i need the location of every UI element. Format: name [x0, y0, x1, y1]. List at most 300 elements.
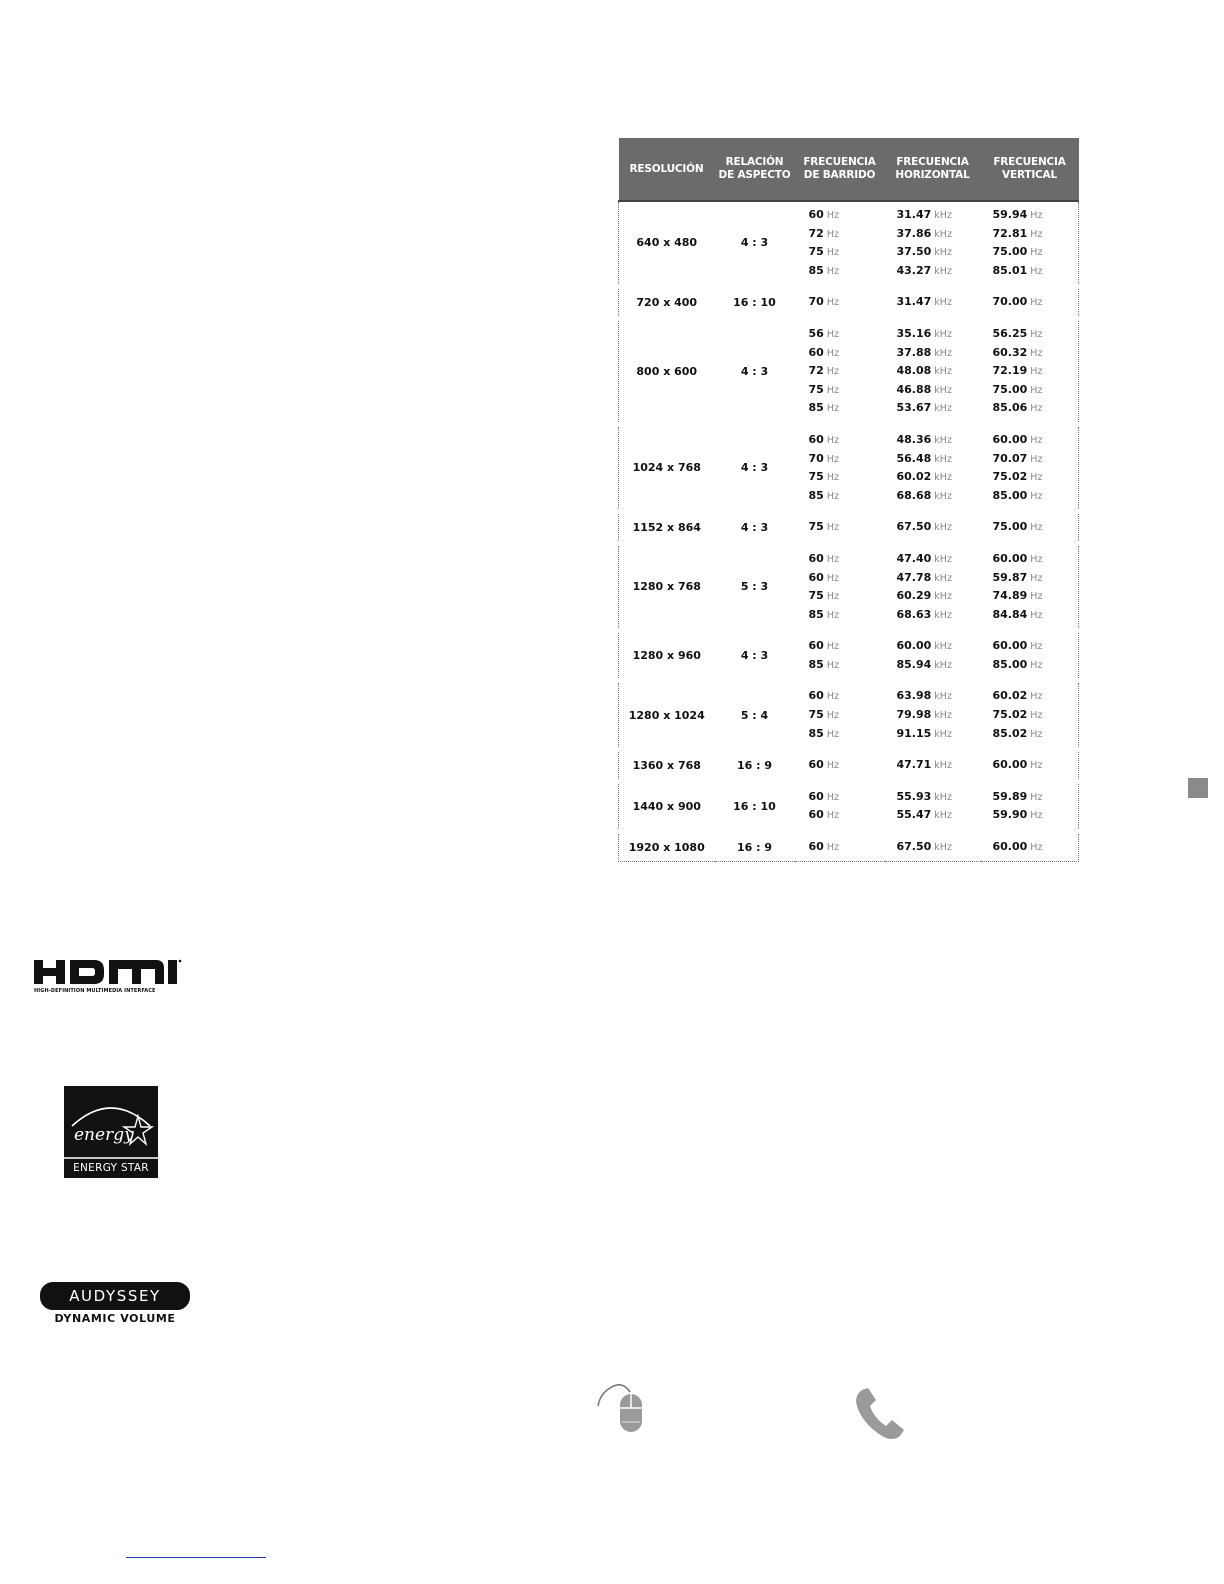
horizontal-frequency-value [897, 381, 979, 400]
scan-frequency-value [809, 806, 883, 825]
scan-frequency-number: 56 [808, 326, 824, 340]
scan-frequency-value [809, 756, 883, 775]
table-header-row [619, 138, 1079, 201]
scan-frequency-number: 60 [808, 808, 824, 822]
horizontal-frequency-value [897, 587, 979, 606]
scan-frequency-number: 85 [808, 488, 824, 502]
scan-frequency-cell [795, 832, 885, 862]
vertical-frequency-number: 85.02 [992, 726, 1028, 740]
resolution-cell: 640 x 480 [619, 201, 715, 287]
energy-star-label: ENERGY STAR [73, 1162, 149, 1174]
horizontal-frequency-value [897, 838, 979, 857]
scan-frequency-unit: Hz [826, 210, 839, 221]
scan-frequency-number: 75 [808, 382, 824, 396]
horizontal-frequency-cell [885, 781, 981, 831]
horizontal-frequency-unit: kHz [934, 328, 952, 340]
scan-frequency-number: 60 [808, 570, 824, 584]
scan-frequency-number: 85 [808, 263, 824, 277]
horizontal-frequency-number: 85.94 [896, 657, 932, 671]
resolution-cell: 1024 x 768 [619, 424, 715, 511]
scan-frequency-unit: Hz [826, 609, 839, 621]
scan-frequency-unit: Hz [826, 572, 839, 584]
horizontal-frequency-number: 68.63 [896, 607, 932, 621]
table-row [619, 318, 1079, 424]
horizontal-frequency-number: 37.88 [896, 345, 932, 359]
scan-frequency-value [809, 706, 883, 725]
resolution-cell: 1440 x 900 [619, 781, 715, 831]
scan-frequency-value [809, 243, 883, 262]
vertical-frequency-value [993, 293, 1077, 312]
scan-frequency-value [809, 550, 883, 569]
vertical-frequency-value [993, 550, 1077, 569]
vertical-frequency-number: 85.00 [992, 488, 1028, 502]
vertical-frequency-number: 59.87 [992, 570, 1028, 584]
scan-frequency-number: 60 [808, 789, 824, 803]
scan-frequency-number: 60 [808, 208, 824, 221]
aspect-ratio-cell: 16 : 10 [715, 287, 795, 319]
vertical-frequency-unit: Hz [1030, 710, 1043, 722]
horizontal-frequency-unit: kHz [934, 641, 952, 653]
vertical-frequency-value [993, 788, 1077, 807]
vertical-frequency-unit: Hz [1030, 328, 1043, 340]
vertical-frequency-number: 59.94 [992, 208, 1028, 221]
vertical-frequency-number: 70.00 [992, 295, 1028, 309]
table-row [619, 512, 1079, 544]
scan-frequency-value [809, 606, 883, 625]
scan-frequency-cell [795, 512, 885, 544]
aspect-ratio-cell: 5 : 3 [715, 543, 795, 630]
scan-frequency-cell [795, 681, 885, 750]
horizontal-frequency-number: 60.29 [896, 589, 932, 603]
scan-frequency-number: 60 [808, 840, 824, 854]
horizontal-frequency-number: 63.98 [896, 689, 932, 703]
vertical-frequency-number: 59.89 [992, 789, 1028, 803]
horizontal-frequency-unit: kHz [934, 791, 952, 803]
horizontal-frequency-number: 47.78 [896, 570, 932, 584]
scan-frequency-value [809, 381, 883, 400]
horizontal-frequency-value [897, 550, 979, 569]
scan-frequency-number: 85 [808, 726, 824, 740]
vertical-frequency-cell [981, 201, 1079, 287]
horizontal-frequency-number: 35.16 [896, 326, 932, 340]
energy-star-logo [64, 1086, 158, 1178]
hdmi-wordmark-icon [34, 956, 182, 988]
horizontal-frequency-value [897, 656, 979, 675]
scan-frequency-unit: Hz [826, 842, 839, 854]
horizontal-frequency-number: 31.47 [896, 208, 932, 221]
scan-frequency-value [809, 325, 883, 344]
header-resolution: RESOLUCIÓN [619, 138, 715, 201]
scan-frequency-value [809, 431, 883, 450]
scan-frequency-unit: Hz [826, 728, 839, 740]
horizontal-frequency-unit: kHz [934, 810, 952, 822]
vertical-frequency-unit: Hz [1030, 791, 1043, 803]
scan-frequency-unit: Hz [826, 297, 839, 309]
vertical-frequency-number: 60.32 [992, 345, 1028, 359]
vertical-frequency-value [993, 706, 1077, 725]
scan-frequency-number: 60 [808, 551, 824, 565]
scan-frequency-number: 60 [808, 345, 824, 359]
scan-frequency-value [809, 637, 883, 656]
scan-frequency-unit: Hz [826, 641, 839, 653]
aspect-ratio-cell: 4 : 3 [715, 201, 795, 287]
scan-frequency-unit: Hz [826, 522, 839, 534]
table-row [619, 543, 1079, 630]
scan-frequency-value [809, 656, 883, 675]
aspect-ratio-cell: 16 : 9 [715, 750, 795, 782]
horizontal-frequency-number: 43.27 [896, 263, 932, 277]
vertical-frequency-number: 56.25 [992, 326, 1028, 340]
table-row [619, 201, 1079, 287]
aspect-ratio-cell: 4 : 3 [715, 424, 795, 511]
horizontal-frequency-unit: kHz [934, 553, 952, 565]
vertical-frequency-unit: Hz [1030, 247, 1043, 259]
vertical-frequency-unit: Hz [1030, 810, 1043, 822]
vertical-frequency-unit: Hz [1030, 842, 1043, 854]
vertical-frequency-number: 75.02 [992, 470, 1028, 484]
horizontal-frequency-number: 67.50 [896, 520, 932, 534]
vertical-frequency-unit: Hz [1030, 228, 1043, 240]
scan-frequency-number: 60 [808, 639, 824, 653]
vertical-frequency-unit: Hz [1030, 384, 1043, 396]
hdmi-tagline: HIGH-DEFINITION MULTIMEDIA INTERFACE [34, 988, 156, 994]
scan-frequency-value [809, 788, 883, 807]
scan-frequency-value [809, 293, 883, 312]
vertical-frequency-number: 60.00 [992, 551, 1028, 565]
scan-frequency-cell [795, 543, 885, 630]
horizontal-frequency-unit: kHz [934, 228, 952, 240]
vertical-frequency-unit: Hz [1030, 641, 1043, 653]
horizontal-frequency-unit: kHz [934, 522, 952, 534]
vertical-frequency-value [993, 399, 1077, 418]
horizontal-frequency-cell [885, 318, 981, 424]
vertical-frequency-unit: Hz [1030, 472, 1043, 484]
scan-frequency-unit: Hz [826, 472, 839, 484]
energy-script: energy [74, 1125, 134, 1145]
horizontal-frequency-number: 53.67 [896, 401, 932, 415]
horizontal-frequency-number: 79.98 [896, 708, 932, 722]
scan-frequency-value [809, 450, 883, 469]
hdmi-logo [34, 956, 182, 996]
horizontal-frequency-number: 60.02 [896, 470, 932, 484]
resolution-cell: 1280 x 960 [619, 631, 715, 681]
vertical-frequency-value [993, 725, 1077, 744]
audyssey-logo [40, 1282, 190, 1328]
scan-frequency-value [809, 344, 883, 363]
scan-frequency-unit: Hz [826, 553, 839, 565]
phone-icon [852, 1386, 908, 1442]
scan-frequency-unit: Hz [826, 247, 839, 259]
vertical-frequency-value [993, 606, 1077, 625]
vertical-frequency-cell [981, 424, 1079, 511]
scan-frequency-unit: Hz [826, 453, 839, 465]
aspect-ratio-cell: 5 : 4 [715, 681, 795, 750]
horizontal-frequency-unit: kHz [934, 760, 952, 772]
scan-frequency-number: 85 [808, 401, 824, 415]
vertical-frequency-value [993, 756, 1077, 775]
vertical-frequency-unit: Hz [1030, 366, 1043, 378]
horizontal-frequency-unit: kHz [934, 403, 952, 415]
horizontal-frequency-unit: kHz [934, 453, 952, 465]
horizontal-frequency-value [897, 725, 979, 744]
scan-frequency-value [809, 399, 883, 418]
vertical-frequency-unit: Hz [1030, 760, 1043, 772]
vertical-frequency-value [993, 262, 1077, 281]
aspect-ratio-cell: 16 : 10 [715, 781, 795, 831]
vertical-frequency-number: 60.00 [992, 639, 1028, 653]
scan-frequency-number: 72 [808, 226, 824, 240]
scan-frequency-unit: Hz [826, 490, 839, 502]
resolution-cell: 1280 x 1024 [619, 681, 715, 750]
horizontal-frequency-number: 46.88 [896, 382, 932, 396]
vertical-frequency-value [993, 225, 1077, 244]
horizontal-frequency-value [897, 637, 979, 656]
scan-frequency-cell [795, 781, 885, 831]
vertical-frequency-unit: Hz [1030, 453, 1043, 465]
scan-frequency-number: 75 [808, 520, 824, 534]
scan-frequency-value [809, 587, 883, 606]
scan-frequency-unit: Hz [826, 228, 839, 240]
aspect-ratio-cell: 4 : 3 [715, 318, 795, 424]
scan-frequency-unit: Hz [826, 659, 839, 671]
mouse-icon [592, 1382, 652, 1438]
vertical-frequency-number: 60.00 [992, 758, 1028, 772]
vertical-frequency-number: 72.81 [992, 226, 1028, 240]
horizontal-frequency-cell [885, 832, 981, 862]
table-row [619, 631, 1079, 681]
horizontal-frequency-unit: kHz [934, 691, 952, 703]
horizontal-frequency-number: 37.86 [896, 226, 932, 240]
scan-frequency-unit: Hz [826, 791, 839, 803]
scan-frequency-unit: Hz [826, 366, 839, 378]
horizontal-frequency-unit: kHz [934, 366, 952, 378]
table-row [619, 287, 1079, 319]
horizontal-frequency-cell [885, 512, 981, 544]
scan-frequency-number: 75 [808, 470, 824, 484]
scan-frequency-number: 85 [808, 657, 824, 671]
horizontal-frequency-value [897, 344, 979, 363]
scan-frequency-cell [795, 424, 885, 511]
vertical-frequency-unit: Hz [1030, 490, 1043, 502]
horizontal-frequency-cell [885, 287, 981, 319]
vertical-frequency-number: 85.06 [992, 401, 1028, 415]
scan-frequency-value [809, 569, 883, 588]
horizontal-frequency-number: 37.50 [896, 245, 932, 259]
horizontal-frequency-unit: kHz [934, 297, 952, 309]
vertical-frequency-cell [981, 512, 1079, 544]
horizontal-frequency-unit: kHz [934, 591, 952, 603]
scan-frequency-unit: Hz [826, 434, 839, 446]
horizontal-frequency-value [897, 450, 979, 469]
table-row [619, 832, 1079, 862]
scan-frequency-number: 60 [808, 689, 824, 703]
scan-frequency-number: 75 [808, 708, 824, 722]
scan-frequency-value [809, 362, 883, 381]
audyssey-name: AUDYSSEY [40, 1282, 190, 1310]
vertical-frequency-number: 75.00 [992, 245, 1028, 259]
horizontal-frequency-unit: kHz [934, 434, 952, 446]
scan-frequency-number: 72 [808, 364, 824, 378]
scan-frequency-value [809, 262, 883, 281]
vertical-frequency-value [993, 518, 1077, 537]
vertical-frequency-number: 60.02 [992, 689, 1028, 703]
vertical-frequency-cell [981, 631, 1079, 681]
horizontal-frequency-value [897, 487, 979, 506]
horizontal-frequency-unit: kHz [934, 247, 952, 259]
vertical-frequency-number: 60.00 [992, 432, 1028, 446]
header-scan-frequency: FRECUENCIA DE BARRIDO [795, 138, 885, 201]
horizontal-frequency-value [897, 243, 979, 262]
scan-frequency-unit: Hz [826, 691, 839, 703]
scan-frequency-unit: Hz [826, 403, 839, 415]
scan-frequency-number: 60 [808, 432, 824, 446]
vertical-frequency-number: 70.07 [992, 451, 1028, 465]
horizontal-frequency-unit: kHz [934, 210, 952, 221]
vertical-frequency-value [993, 431, 1077, 450]
aspect-ratio-cell: 4 : 3 [715, 631, 795, 681]
vertical-frequency-number: 74.89 [992, 589, 1028, 603]
header-horizontal-frequency: FRECUENCIA HORIZONTAL [885, 138, 981, 201]
vertical-frequency-unit: Hz [1030, 434, 1043, 446]
horizontal-frequency-cell [885, 201, 981, 287]
vertical-frequency-number: 75.00 [992, 520, 1028, 534]
horizontal-frequency-cell [885, 750, 981, 782]
horizontal-frequency-value [897, 518, 979, 537]
horizontal-frequency-value [897, 756, 979, 775]
horizontal-frequency-unit: kHz [934, 659, 952, 671]
horizontal-frequency-value [897, 606, 979, 625]
horizontal-frequency-value [897, 399, 979, 418]
vertical-frequency-unit: Hz [1030, 572, 1043, 584]
vertical-frequency-unit: Hz [1030, 403, 1043, 415]
resolution-cell: 1920 x 1080 [619, 832, 715, 862]
vertical-frequency-number: 75.00 [992, 382, 1028, 396]
vertical-frequency-value [993, 206, 1077, 225]
scan-frequency-unit: Hz [826, 591, 839, 603]
vertical-frequency-unit: Hz [1030, 553, 1043, 565]
scan-frequency-cell [795, 287, 885, 319]
vertical-frequency-value [993, 569, 1077, 588]
aspect-ratio-cell: 16 : 9 [715, 832, 795, 862]
horizontal-frequency-number: 31.47 [896, 295, 932, 309]
horizontal-frequency-value [897, 706, 979, 725]
horizontal-frequency-unit: kHz [934, 842, 952, 854]
horizontal-frequency-value [897, 206, 979, 225]
scan-frequency-number: 60 [808, 758, 824, 772]
scan-frequency-number: 75 [808, 589, 824, 603]
vertical-frequency-value [993, 344, 1077, 363]
scan-frequency-value [809, 838, 883, 857]
vertical-frequency-value [993, 838, 1077, 857]
vertical-frequency-cell [981, 543, 1079, 630]
scan-frequency-unit: Hz [826, 347, 839, 359]
resolution-cell: 1280 x 768 [619, 543, 715, 630]
horizontal-frequency-unit: kHz [934, 710, 952, 722]
scan-frequency-value [809, 725, 883, 744]
resolution-cell: 1152 x 864 [619, 512, 715, 544]
vertical-frequency-unit: Hz [1030, 609, 1043, 621]
horizontal-frequency-value [897, 569, 979, 588]
scan-frequency-unit: Hz [826, 710, 839, 722]
scan-frequency-cell [795, 631, 885, 681]
vertical-frequency-cell [981, 318, 1079, 424]
horizontal-frequency-value [897, 262, 979, 281]
audyssey-subtitle: DYNAMIC VOLUME [54, 1312, 176, 1325]
scan-frequency-unit: Hz [826, 384, 839, 396]
footer-link-underline [126, 1557, 266, 1558]
horizontal-frequency-value [897, 431, 979, 450]
scan-frequency-cell [795, 201, 885, 287]
vertical-frequency-unit: Hz [1030, 659, 1043, 671]
horizontal-frequency-number: 48.08 [896, 364, 932, 378]
vertical-frequency-number: 85.00 [992, 657, 1028, 671]
vertical-frequency-value [993, 450, 1077, 469]
horizontal-frequency-number: 60.00 [896, 639, 932, 653]
horizontal-frequency-value [897, 225, 979, 244]
vertical-frequency-value [993, 468, 1077, 487]
vertical-frequency-value [993, 587, 1077, 606]
table-row [619, 781, 1079, 831]
table-row [619, 750, 1079, 782]
vertical-frequency-value [993, 637, 1077, 656]
horizontal-frequency-cell [885, 424, 981, 511]
table-row [619, 424, 1079, 511]
vertical-frequency-value [993, 487, 1077, 506]
vertical-frequency-number: 84.84 [992, 607, 1028, 621]
horizontal-frequency-unit: kHz [934, 490, 952, 502]
vertical-frequency-cell [981, 781, 1079, 831]
scan-frequency-unit: Hz [826, 328, 839, 340]
vertical-frequency-number: 75.02 [992, 708, 1028, 722]
horizontal-frequency-value [897, 362, 979, 381]
table-row [619, 681, 1079, 750]
header-vertical-frequency: FRECUENCIA VERTICAL [981, 138, 1079, 201]
vertical-frequency-unit: Hz [1030, 728, 1043, 740]
vertical-frequency-unit: Hz [1030, 591, 1043, 603]
vertical-frequency-number: 59.90 [992, 808, 1028, 822]
horizontal-frequency-cell [885, 631, 981, 681]
horizontal-frequency-number: 67.50 [896, 840, 932, 854]
vertical-frequency-number: 85.01 [992, 263, 1028, 277]
vertical-frequency-value [993, 656, 1077, 675]
vertical-frequency-number: 72.19 [992, 364, 1028, 378]
horizontal-frequency-value [897, 293, 979, 312]
scan-frequency-unit: Hz [826, 760, 839, 772]
scan-frequency-value [809, 206, 883, 225]
section-marker [1188, 778, 1208, 798]
vertical-frequency-number: 60.00 [992, 840, 1028, 854]
scan-frequency-cell [795, 318, 885, 424]
vertical-frequency-unit: Hz [1030, 522, 1043, 534]
scan-frequency-number: 85 [808, 607, 824, 621]
horizontal-frequency-cell [885, 681, 981, 750]
scan-frequency-value [809, 518, 883, 537]
aspect-ratio-cell: 4 : 3 [715, 512, 795, 544]
scan-frequency-number: 70 [808, 295, 824, 309]
horizontal-frequency-unit: kHz [934, 728, 952, 740]
scan-frequency-value [809, 225, 883, 244]
horizontal-frequency-cell [885, 543, 981, 630]
vertical-frequency-value [993, 687, 1077, 706]
horizontal-frequency-number: 55.47 [896, 808, 932, 822]
header-aspect-ratio: RELACIÓN DE ASPECTO [715, 138, 795, 201]
horizontal-frequency-number: 56.48 [896, 451, 932, 465]
horizontal-frequency-number: 47.40 [896, 551, 932, 565]
resolution-cell: 720 x 400 [619, 287, 715, 319]
horizontal-frequency-value [897, 806, 979, 825]
vertical-frequency-unit: Hz [1030, 210, 1043, 221]
resolution-cell: 1360 x 768 [619, 750, 715, 782]
